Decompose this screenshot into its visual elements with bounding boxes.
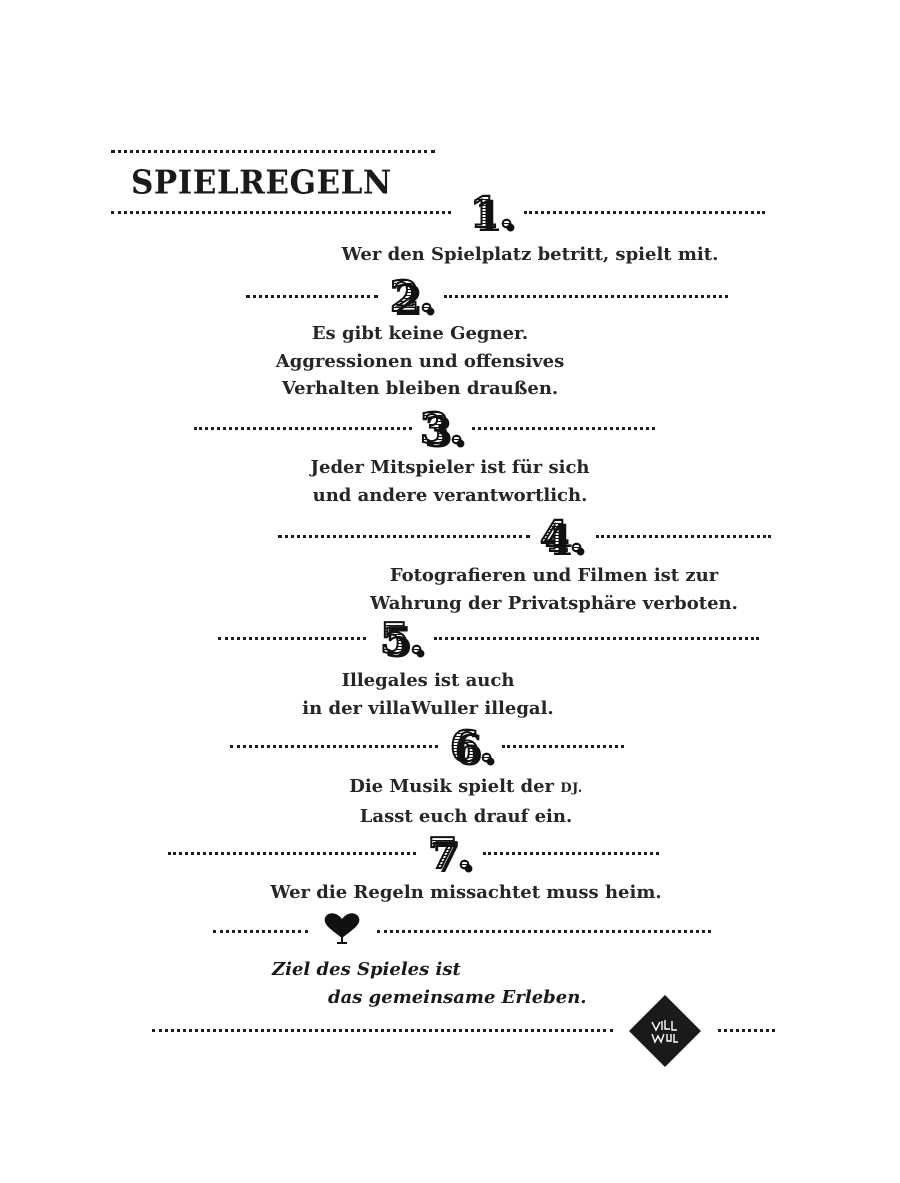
divider bbox=[194, 427, 412, 430]
rule-text-6: Die Musik spielt der DJ. Lasst euch drauf ein. bbox=[349, 776, 583, 827]
divider bbox=[152, 1029, 613, 1032]
rule-text-4: Fotografieren und Filmen ist zur Wahrung der Privatsphäre verboten. bbox=[370, 565, 738, 614]
rule-text-3: Jeder Mitspieler ist für sich und andere verantwortlich. bbox=[310, 457, 590, 506]
divider bbox=[213, 930, 308, 933]
rule-number-2: 2. bbox=[390, 272, 434, 321]
divider bbox=[718, 1029, 775, 1032]
divider bbox=[472, 427, 655, 430]
goal-line-1: Ziel des Spieles ist bbox=[272, 959, 461, 980]
divider bbox=[111, 211, 451, 214]
divider bbox=[246, 295, 378, 298]
divider bbox=[596, 535, 771, 538]
divider bbox=[278, 535, 530, 538]
heart-icon bbox=[322, 912, 362, 946]
villawuller-logo bbox=[628, 994, 702, 1068]
rule-number-5: 5. bbox=[380, 614, 424, 663]
rule-text-5: Illegales ist auch in der villaWuller illegal. bbox=[302, 670, 554, 719]
divider bbox=[168, 852, 416, 855]
divider bbox=[434, 637, 759, 640]
goal-line-2: das gemeinsame Erleben. bbox=[328, 987, 587, 1008]
rule-text-7: Wer die Regeln missachtet muss heim. bbox=[270, 882, 662, 903]
divider bbox=[111, 150, 435, 153]
divider bbox=[230, 745, 438, 748]
rule-number-1: 1. bbox=[470, 188, 514, 237]
rule-text-2: Es gibt keine Gegner. Aggressionen und offensives Verhalten bleiben draußen. bbox=[275, 323, 565, 399]
page-title: SPIELREGELN bbox=[131, 164, 392, 202]
rule-number-6: 6. bbox=[450, 722, 494, 771]
rule-number-4: 4. bbox=[540, 512, 584, 561]
divider bbox=[502, 745, 624, 748]
rule-number-7: 7. bbox=[428, 829, 472, 878]
divider bbox=[218, 637, 366, 640]
divider bbox=[444, 295, 728, 298]
rule-number-3: 3. bbox=[420, 404, 464, 453]
divider bbox=[377, 930, 711, 933]
divider bbox=[483, 852, 659, 855]
divider bbox=[524, 211, 765, 214]
rule-text-1: Wer den Spielplatz betritt, spielt mit. bbox=[341, 244, 719, 265]
